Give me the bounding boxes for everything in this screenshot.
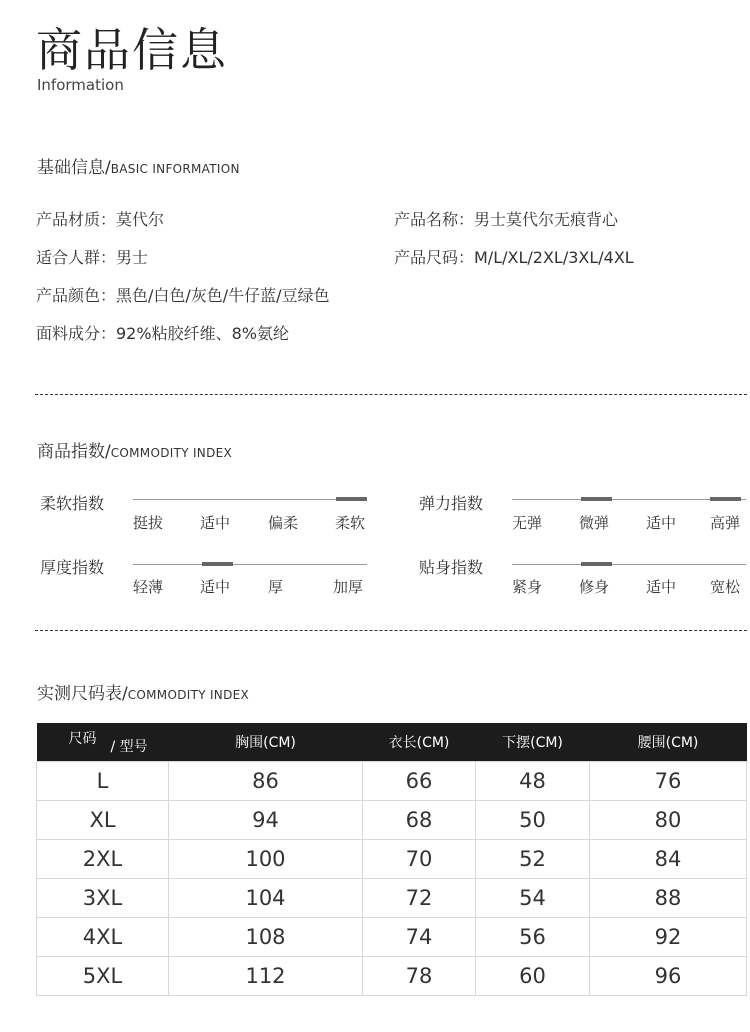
softness-option: 挺拔 xyxy=(133,514,164,532)
commodity-index-heading xyxy=(37,437,232,462)
waist-cell: 80 xyxy=(590,801,747,840)
basic-info-heading xyxy=(37,153,240,178)
softness-indicator xyxy=(336,497,367,501)
fabric-text: 面料成分：92%粘胶纤维、8%氨纶 xyxy=(36,324,289,343)
size-cell: 5XL xyxy=(37,957,169,996)
size-table xyxy=(36,723,747,996)
hem-cell: 56 xyxy=(476,918,590,957)
chest-header: 胸围(CM) xyxy=(169,723,363,762)
size-cell: 4XL xyxy=(37,918,169,957)
size-cell: L xyxy=(37,762,169,801)
elasticity-label: 弹力指数 xyxy=(419,494,484,513)
hem-cell: 60 xyxy=(476,957,590,996)
elasticity-option: 微弹 xyxy=(579,514,610,532)
basic-info-heading-cn: 基础信息/ xyxy=(37,158,111,178)
size-cell: 2XL xyxy=(37,840,169,879)
size-table-heading-cn: 实测尺码表/ xyxy=(37,684,128,704)
model-header-label: / 型号 xyxy=(110,739,148,755)
page-subtitle: Information xyxy=(37,76,124,94)
softness-option: 偏柔 xyxy=(268,514,299,532)
thickness-option: 轻薄 xyxy=(133,578,164,596)
elasticity-indicator xyxy=(581,497,612,501)
hem-cell: 50 xyxy=(476,801,590,840)
waist-cell: 84 xyxy=(590,840,747,879)
thickness-label: 厚度指数 xyxy=(40,558,105,577)
section-divider xyxy=(35,630,747,631)
elasticity-option: 无弹 xyxy=(512,514,543,532)
elasticity-indicator xyxy=(710,497,741,501)
length-cell: 74 xyxy=(363,918,476,957)
chest-cell: 86 xyxy=(169,762,363,801)
size-cell: 3XL xyxy=(37,879,169,918)
elasticity-option: 高弹 xyxy=(710,514,741,532)
hem-cell: 54 xyxy=(476,879,590,918)
hem-header: 下摆(CM) xyxy=(476,723,590,762)
thickness-indicator xyxy=(202,562,233,566)
chest-cell: 94 xyxy=(169,801,363,840)
basic-info-heading-en: BASIC INFORMATION xyxy=(110,162,240,176)
table-row xyxy=(37,879,747,918)
table-row xyxy=(37,762,747,801)
hem-cell: 52 xyxy=(476,840,590,879)
chest-cell: 112 xyxy=(169,957,363,996)
thickness-option: 厚 xyxy=(268,578,284,596)
section-divider xyxy=(35,394,747,395)
sizes-text: 产品尺码：M/L/XL/2XL/3XL/4XL xyxy=(394,248,634,267)
fit-option: 修身 xyxy=(579,578,610,596)
waist-cell: 76 xyxy=(590,762,747,801)
fit-label: 贴身指数 xyxy=(419,558,484,577)
length-cell: 70 xyxy=(363,840,476,879)
length-cell: 68 xyxy=(363,801,476,840)
size-table-heading xyxy=(37,679,249,704)
size-table-header-row xyxy=(37,723,747,762)
waist-cell: 88 xyxy=(590,879,747,918)
waist-cell: 92 xyxy=(590,918,747,957)
length-cell: 78 xyxy=(363,957,476,996)
fit-indicator xyxy=(581,562,612,566)
material-text: 产品材质：莫代尔 xyxy=(36,210,165,229)
softness-track xyxy=(133,499,367,500)
length-cell: 66 xyxy=(363,762,476,801)
fit-option: 紧身 xyxy=(512,578,543,596)
softness-label: 柔软指数 xyxy=(40,494,105,513)
size-cell: XL xyxy=(37,801,169,840)
commodity-index-heading-cn: 商品指数/ xyxy=(37,442,111,462)
elasticity-track xyxy=(512,499,746,500)
softness-option: 适中 xyxy=(200,514,231,532)
thickness-track xyxy=(133,564,367,565)
fit-track xyxy=(512,564,746,565)
table-row xyxy=(37,957,747,996)
target-group-text: 适合人群：男士 xyxy=(36,248,149,267)
table-row xyxy=(37,840,747,879)
waist-cell: 96 xyxy=(590,957,747,996)
chest-cell: 108 xyxy=(169,918,363,957)
colors-text: 产品颜色：黑色/白色/灰色/牛仔蓝/豆绿色 xyxy=(36,286,330,305)
elasticity-option: 适中 xyxy=(646,514,677,532)
softness-option: 柔软 xyxy=(335,514,366,532)
hem-cell: 48 xyxy=(476,762,590,801)
thickness-option: 适中 xyxy=(200,578,231,596)
length-header: 衣长(CM) xyxy=(363,723,476,762)
size-model-header xyxy=(37,723,169,762)
table-row xyxy=(37,801,747,840)
fit-option: 宽松 xyxy=(710,578,741,596)
thickness-option: 加厚 xyxy=(333,578,364,596)
waist-header: 腰围(CM) xyxy=(590,723,747,762)
page-title: 商品信息 xyxy=(36,23,228,77)
size-table-heading-en: COMMODITY INDEX xyxy=(127,688,250,702)
size-header-label: 尺码 xyxy=(68,731,97,747)
chest-cell: 104 xyxy=(169,879,363,918)
table-row xyxy=(37,918,747,957)
chest-cell: 100 xyxy=(169,840,363,879)
length-cell: 72 xyxy=(363,879,476,918)
commodity-index-heading-en: COMMODITY INDEX xyxy=(110,446,233,460)
fit-option: 适中 xyxy=(646,578,677,596)
product-name-text: 产品名称：男士莫代尔无痕背心 xyxy=(394,210,619,229)
